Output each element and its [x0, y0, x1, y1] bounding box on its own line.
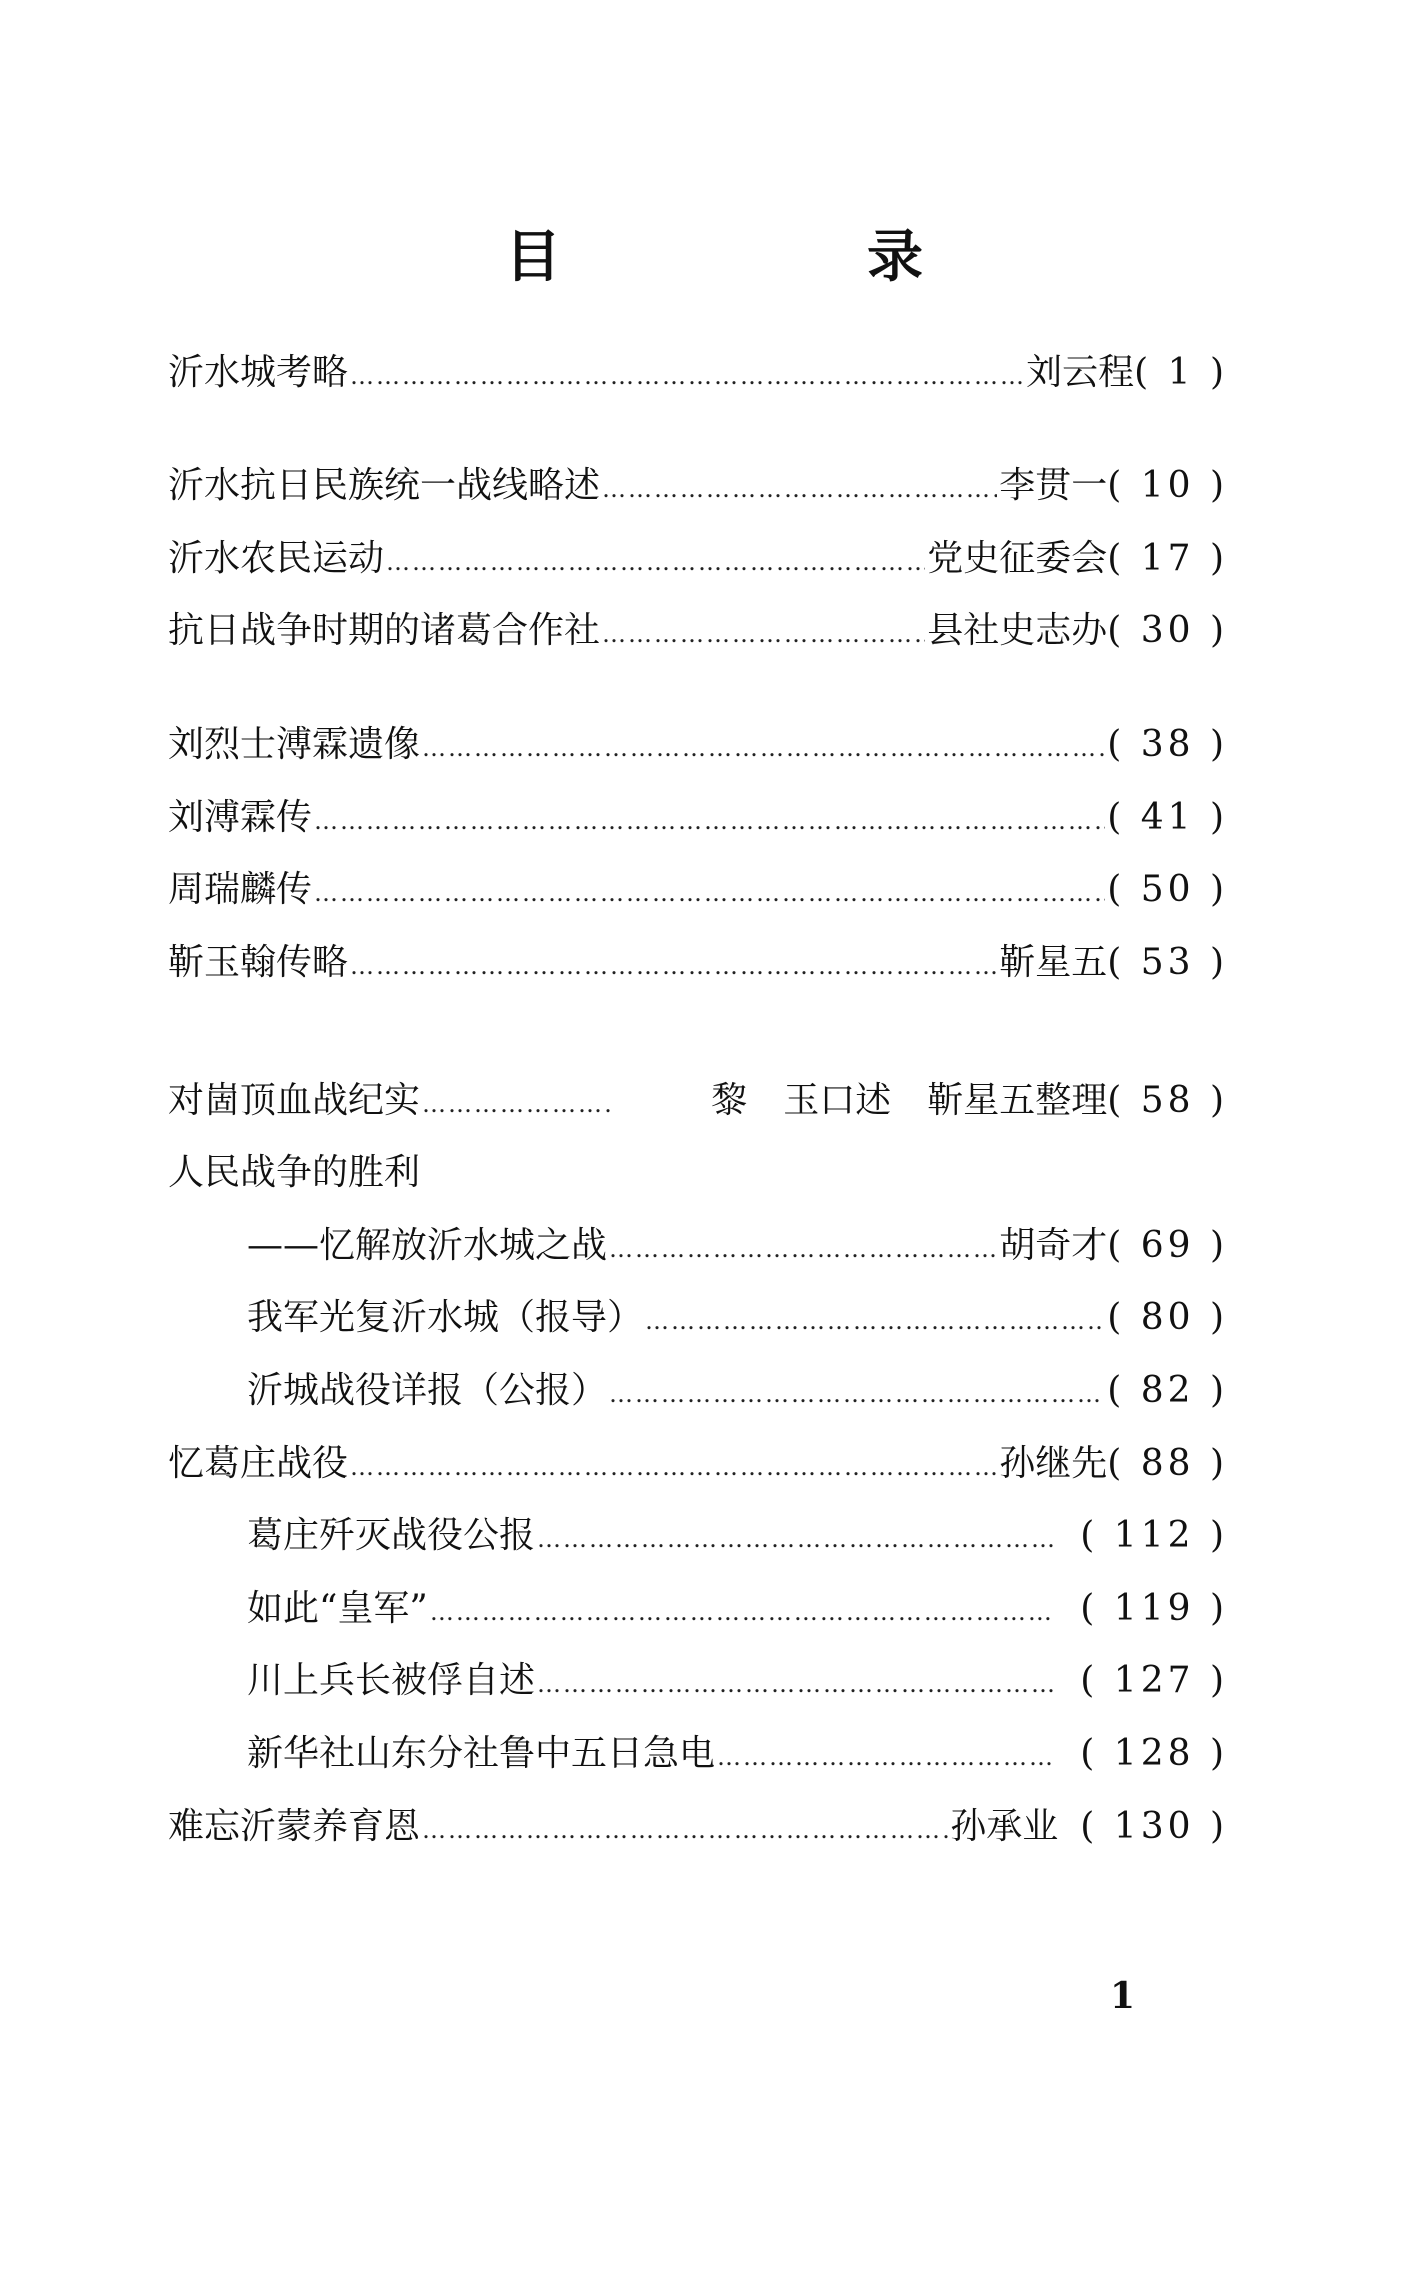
entry-page: ( 130 ): [1080, 1806, 1228, 1847]
leader-dots: [314, 798, 1105, 844]
entry-title: 我军光复沂水城（报导）: [247, 1297, 644, 1338]
entry-page: ( 53 ): [1107, 942, 1228, 983]
entry-page: ( 58 ): [1107, 1080, 1228, 1121]
entry-page: ( 10 ): [1107, 465, 1228, 506]
entry-title: 刘烈士溥霖遗像: [168, 724, 421, 765]
entry-title: 沂水城考略: [168, 352, 349, 393]
toc-entry: [168, 536, 1228, 582]
entry-page: ( 17 ): [1107, 538, 1228, 579]
toc-entry: [247, 1295, 1228, 1341]
entry-page: ( 128 ): [1080, 1733, 1228, 1774]
toc-entry: [247, 1586, 1228, 1632]
entry-page: ( 112 ): [1080, 1515, 1228, 1556]
entry-page: ( 30 ): [1107, 610, 1228, 651]
entry-title: 难忘沂蒙养育恩: [168, 1806, 421, 1847]
entry-page: ( 119 ): [1080, 1588, 1228, 1629]
leader-dots: [350, 943, 997, 989]
entry-title: ——忆解放沂水城之战: [247, 1225, 608, 1266]
leader-dots: [386, 539, 925, 585]
entry-title: 靳玉翰传略: [168, 942, 349, 983]
entry-title: 周瑞麟传: [168, 869, 313, 910]
entry-title: 对崮顶血战纪实: [168, 1080, 421, 1121]
entry-page: ( 82 ): [1107, 1370, 1228, 1411]
entry-author: 县社史志办: [927, 610, 1108, 651]
entry-author: 胡奇才: [999, 1225, 1108, 1266]
entry-page: ( 127 ): [1080, 1660, 1228, 1701]
entry-page: ( 69 ): [1107, 1225, 1228, 1266]
toc-entry: [168, 608, 1228, 654]
leader-dots: [422, 1081, 612, 1127]
entry-title: 沂城战役详报（公报）: [247, 1370, 608, 1411]
entry-author: 靳星五: [999, 942, 1108, 983]
entry-author: 党史征委会: [927, 538, 1108, 579]
leader-dots: [422, 1807, 948, 1853]
page-number: 1: [1110, 1975, 1136, 2017]
page-title: 目 录: [505, 224, 1048, 290]
entry-page: ( 80 ): [1107, 1297, 1228, 1338]
leader-dots: [430, 1589, 1056, 1635]
toc-entry: [168, 1804, 1228, 1850]
entry-title: 忆葛庄战役: [168, 1443, 349, 1484]
leader-dots: [422, 725, 1105, 771]
leader-dots: [537, 1516, 1056, 1562]
toc-entry: [168, 795, 1228, 841]
leader-dots: [602, 466, 997, 512]
toc-entry: [168, 940, 1228, 986]
toc-entry: [247, 1368, 1228, 1414]
toc-entry: [168, 1441, 1228, 1487]
leader-dots: [609, 1371, 1105, 1417]
leader-dots: [350, 353, 1024, 399]
toc-entry: [247, 1513, 1228, 1559]
entry-title: 川上兵长被俘自述: [247, 1660, 536, 1701]
toc-entry: [168, 722, 1228, 768]
entry-page: ( 1 ): [1134, 352, 1228, 393]
entry-page: ( 38 ): [1107, 724, 1228, 765]
entry-author: 李贯一: [999, 465, 1108, 506]
entry-title: 刘溥霖传: [168, 797, 313, 838]
toc-entry: [247, 1658, 1228, 1704]
leader-dots: [645, 1298, 1105, 1344]
leader-dots: [350, 1444, 997, 1490]
entry-author: 孙承业: [950, 1806, 1059, 1847]
entry-title: 新华社山东分社鲁中五日急电: [247, 1733, 716, 1774]
entry-title: 沂水抗日民族统一战线略述: [168, 465, 601, 506]
entry-page: ( 50 ): [1107, 869, 1228, 910]
toc-entry: [247, 1223, 1228, 1269]
entry-page: ( 88 ): [1107, 1443, 1228, 1484]
leader-dots: [717, 1734, 1056, 1780]
entry-title: 如此“皇军”: [247, 1588, 428, 1629]
toc-entry: [168, 350, 1228, 396]
leader-dots: [602, 611, 925, 657]
toc-entry: [168, 1078, 1228, 1124]
entry-title: 抗日战争时期的诸葛合作社: [168, 610, 601, 651]
entry-author: 刘云程: [1026, 352, 1135, 393]
entry-author: 孙继先: [999, 1443, 1108, 1484]
leader-dots: [314, 870, 1105, 916]
entry-title: 人民战争的胜利: [168, 1152, 421, 1193]
entry-author: 黎 玉口述 靳星五整理: [711, 1080, 1108, 1121]
entry-title: 葛庄歼灭战役公报: [247, 1515, 536, 1556]
leader-dots: [537, 1661, 1056, 1707]
toc-entry: [168, 463, 1228, 509]
leader-dots: [609, 1226, 997, 1272]
toc-entry: [168, 1150, 1228, 1196]
toc-entry: [168, 867, 1228, 913]
entry-page: ( 41 ): [1107, 797, 1228, 838]
toc-entry: [247, 1731, 1228, 1777]
entry-title: 沂水农民运动: [168, 538, 385, 579]
